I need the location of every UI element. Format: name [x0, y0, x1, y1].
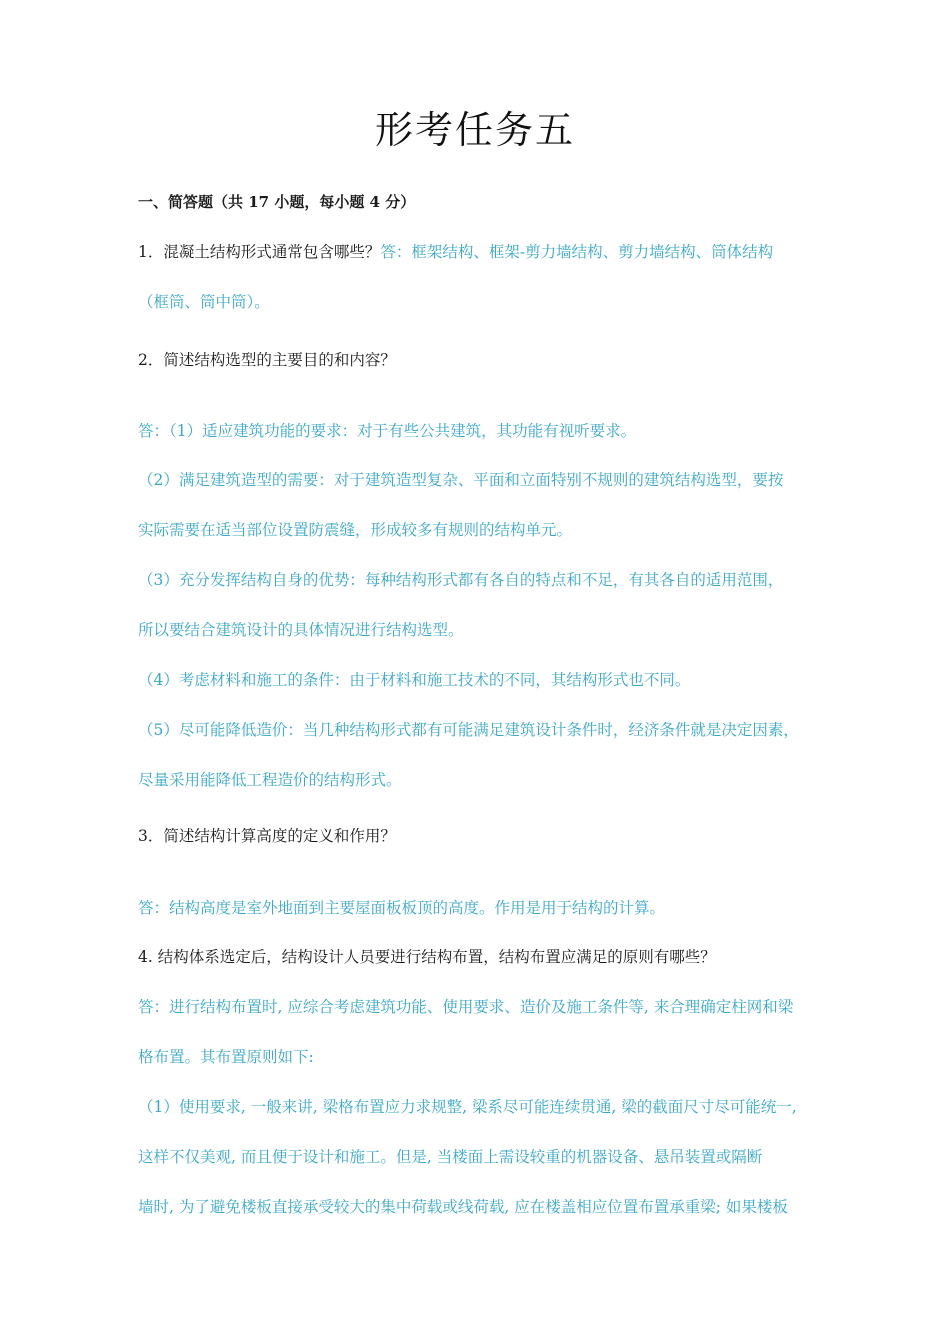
page-title: 形考任务五	[374, 108, 575, 152]
question-1-line	[138, 241, 838, 263]
answer-3: 答：结构高度是室外地面到主要屋面板板顶的高度。作用是用于结构的计算。	[138, 899, 666, 917]
answer-2-line-4: （3）充分发挥结构自身的优势：每种结构形式都有各自的特点和不足，有其各自的适用范围，	[138, 571, 784, 589]
answer-2-line-5: 所以要结合建筑设计的具体情况进行结构选型。	[138, 621, 464, 639]
answer-4-line-1: 答：进行结构布置时, 应综合考虑建筑功能、使用要求、造价及施工条件等, 来合理确定柱网和梁	[138, 998, 794, 1016]
answer-1-line-1: 答：框架结构、框架-剪力墙结构、剪力墙结构、筒体结构	[380, 243, 774, 261]
answer-2-line-1: 答：（1）适应建筑功能的要求：对于有些公共建筑，其功能有视听要求。	[138, 422, 637, 440]
answer-4-line-3: （1）使用要求, 一般来讲, 梁格布置应力求规整, 梁系尽可能连续贯通, 梁的截面尺寸尽可能统一,	[138, 1098, 797, 1116]
question-2: 2．简述结构选型的主要目的和内容？	[138, 351, 396, 369]
answer-2-line-7: （5）尽可能降低造价：当几种结构形式都有可能满足建筑设计条件时，经济条件就是决定因素，	[138, 721, 799, 739]
question-1: 1．混凝土结构形式通常包含哪些？	[138, 243, 381, 261]
answer-2-line-8: 尽量采用能降低工程造价的结构形式。	[138, 771, 402, 789]
answer-1-line-2: （框筒、筒中筒）。	[138, 293, 270, 311]
answer-4-line-4: 这样不仅美观, 而且便于设计和施工。但是, 当楼面上需设较重的机器设备、悬吊装置或隔断	[138, 1148, 763, 1166]
answer-2-line-2: （2）满足建筑造型的需要：对于建筑造型复杂、平面和立面特别不规则的建筑结构选型，要按	[138, 471, 784, 489]
answer-4-line-2: 格布置。其布置原则如下:	[138, 1048, 314, 1066]
section-heading: 一、简答题（共 17 小题，每小题 4 分）	[138, 193, 416, 211]
answer-4-line-5: 墙时, 为了避免楼板直接承受较大的集中荷载或线荷载, 应在楼盖相应位置布置承重梁; 如果楼板	[138, 1198, 788, 1216]
question-4: 4. 结构体系选定后，结构设计人员要进行结构布置，结构布置应满足的原则有哪些？	[138, 948, 716, 966]
answer-2-line-3: 实际需要在适当部位设置防震缝，形成较多有规则的结构单元。	[138, 521, 573, 539]
question-3: 3．简述结构计算高度的定义和作用？	[138, 827, 396, 845]
answer-2-line-6: （4）考虑材料和施工的条件：由于材料和施工技术的不同，其结构形式也不同。	[138, 671, 691, 689]
